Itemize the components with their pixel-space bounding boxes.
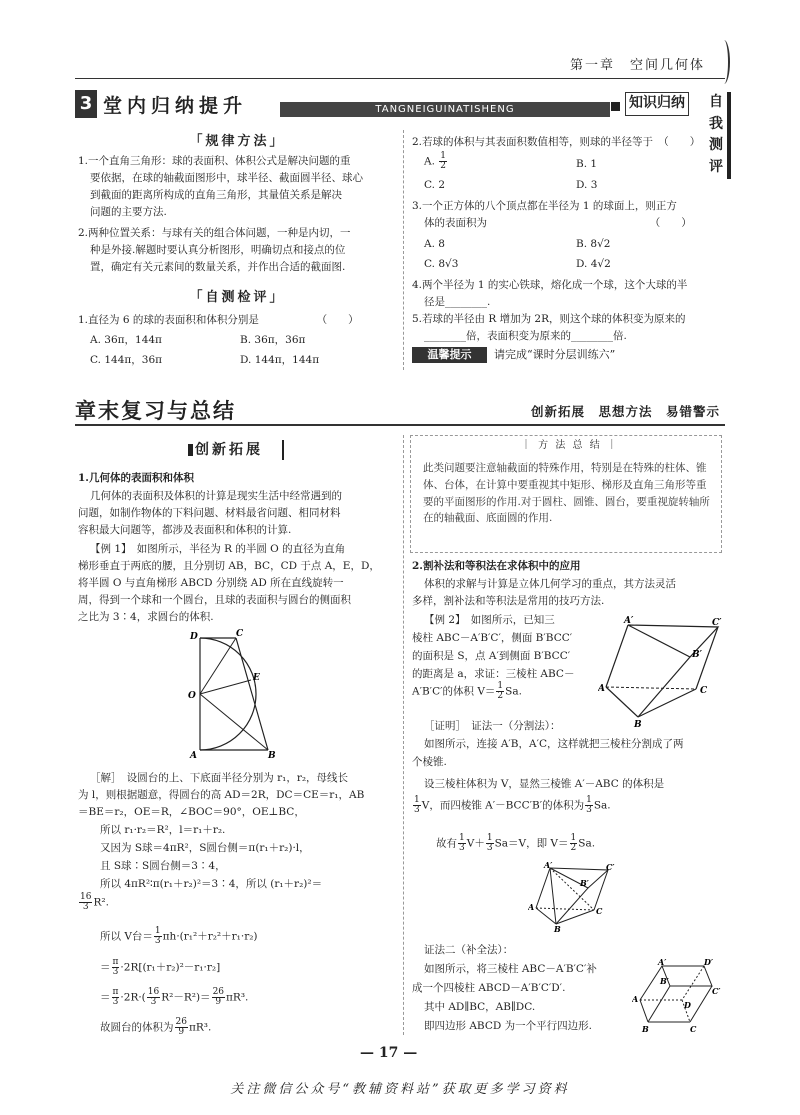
fig2-label-B1: B′ [692,650,702,660]
ex1-line2: 梯形垂直于两底的腰，且分别切 AB，BC，CD 于点 A，E，D， [78,560,380,572]
sol-line3: ＝BE＝r₂，OE＝R，∠BOC＝90°，OE⊥BC， [78,806,305,818]
title-rule [75,424,725,426]
frac-26-9-a [212,988,225,1007]
completed-top-face [662,966,712,986]
topic1-p-line3: 容积最大问题等，都涉及表面积和体积的计算. [78,524,292,536]
band-square-icon [611,102,620,111]
topic1-heading: 1.几何体的表面积和体积 [78,472,194,484]
figure-completed-prism [632,958,722,1036]
proof2-line3: 成一个四棱柱 ABCD－A′B′C′D′. [412,982,566,994]
band-number: 3 [75,90,97,118]
topic2-p-line2: 多样，割补法和等积法是常用的技巧方法. [412,595,605,607]
footer-note: 关注微信公众号“教辅资料站”获取更多学习资料 [230,1082,570,1097]
label-B: B [268,751,276,760]
rule2-line2: 种是外接.解题时要认真分析图形，明确切点和接点的位 [90,244,346,256]
label-D: D [190,632,198,642]
proof1-line2: 如图所示，连接 A′B，A′C，这样就把三棱柱分割成了两 [424,738,684,750]
column-divider-top [403,130,404,370]
method-summary-box [410,435,722,553]
segment-OB [200,694,268,750]
fig4-label-A: A [632,994,639,1004]
sol-line8-text: R². [93,896,109,909]
q3-opt-b: B. 8√2 [576,238,611,250]
frac-16-3 [79,893,92,912]
frac-1-2-p5-den: 2 [570,843,577,853]
split-edge-AA [536,868,550,908]
q2-frac-num: 1 [440,151,446,161]
q1-text: 1.直径为 6 的球的表面积和体积分别是 （ ） [78,314,359,326]
frac-1-2-ex2-num: 1 [497,681,504,691]
proof1-line5 [412,796,611,815]
q3-line2: 体的表面积为 （ ） [424,217,692,229]
sol-line2: 为 l，则根据题意，得圆台的高 AD＝2R，DC＝CE＝r₁，AB [78,789,365,801]
frac-pi-3-a [112,958,120,977]
q2-frac [439,152,447,171]
q3-opt-a: A. 8 [424,238,445,250]
frac-pi-3-b-den: 3 [112,997,119,1007]
band-pinyin: TANGNEIGUINATISHENG [280,102,610,117]
ex1-line3: 将半圆 O 与直角梯形 ABCD 分别绕 AD 所在直线旋转一 [78,577,344,589]
frac-16-3-b-num: 16 [147,987,160,997]
q3-opt-d: D. 4√2 [576,258,611,270]
frac-1-2-p5-num: 1 [570,833,577,843]
topic1-p-line2: 问题，如制作物体的下料问题、材料最省问题、相同材料 [78,507,341,519]
frac-16-3-b-den: 3 [150,997,157,1007]
proof1-line1: ［证明］ 证法一（分割法）： [424,720,561,732]
fig3-label-B: B [554,924,561,932]
sol-line11-a: ＝ [100,991,111,1004]
completed-edge-BB [648,986,670,1022]
split-edge-AB [536,908,556,924]
frac-1-2-ex2-den: 2 [497,691,504,701]
rule1-line4: 问题的主要方法. [90,206,167,218]
ex2-line5-a: A′B′C′的体积 V＝ [412,685,496,698]
ex2-line4: 的距离是 a，求证：三棱柱 ABC－ [412,668,575,680]
proof1-line6-b: V＋ [466,837,485,850]
sol-line8 [78,893,109,912]
fig3-label-C: C [596,906,603,916]
frac-pi-3-b-num: π [112,987,119,997]
q2-opt-d: D. 3 [576,179,598,191]
fig3-label-C1: C′ [606,862,615,872]
ex2-line5-b: Sa. [505,685,522,698]
split-edge-AC-hidden [536,908,594,910]
fig2-label-A1: A′ [624,616,634,626]
completed-edge-AB [640,1000,648,1022]
q2-opt-a-label: A. [424,155,435,168]
tag-selftest: 自我测评 [705,92,731,179]
innovation-bar-icon [282,440,284,460]
fig4-label-C: C [690,1024,697,1034]
split-top-face [550,868,608,888]
fig4-label-B1: B′ [660,976,669,986]
column-divider-main [403,435,404,1035]
fig3-label-B1: B′ [580,878,589,888]
sol-line9-a: 所以 V台＝ [100,930,153,943]
q1-opt-b: B. 36π，36π [240,334,306,346]
label-C: C [236,629,244,639]
ex2-line5 [412,682,522,701]
tag-knowledge: 知识归纳 [625,92,689,116]
rule1-line2: 要依据，在球的轴截面图形中，球半径、截面圆半径、球心 [90,172,363,184]
fig4-label-B: B [642,1024,649,1034]
sol-line9 [100,927,258,946]
sol-line11-d: πR³. [226,991,249,1004]
frac-pi-3-a-num: π [112,957,119,967]
rule1-line1: 1.一个直角三角形：球的表面积、体积公式是解决问题的重 [78,155,351,167]
edge-BC [638,689,696,717]
q1-opt-c: C. 144π，36π [90,354,163,366]
q4-line1: 4.两个半径为 1 的实心铁球，熔化成一个球，这个大球的半 [412,279,688,291]
ex1-line1: 【例 1】 如图所示，半径为 R 的半圆 O 的直径为直角 [90,543,346,555]
frac-26-9-b-den: 9 [178,1027,185,1037]
proof2-line2: 如图所示，将三棱柱 ABC－A′B′C′补 [424,963,597,975]
sol-line11-b: ·2R·( [120,991,146,1004]
proof1-line4: 设三棱柱体积为 V，显然三棱锥 A′－ABC 的体积是 [424,778,665,790]
frac-pi-3-a-den: 3 [112,967,119,977]
sol-line4: 所以 r₁·r₂＝R²，l＝r₁＋r₂. [100,824,226,836]
fig2-label-B: B [634,720,642,727]
edge-BB [638,657,690,717]
q5-line1: 5.若球的半径由 R 增加为 2R，则这个球的体积变为原来的 [412,313,686,325]
innovation-marker-icon [188,444,193,456]
frac-1-3-p1-num: 1 [414,795,420,805]
selftest-heading: 「自测检评」 [189,290,286,305]
figure-semicircle-trapezoid [180,628,290,760]
proof2-line5: 即四边形 ABCD 为一个平行四边形. [424,1020,592,1032]
frac-1-3-p2-num: 1 [586,795,592,805]
prism-top-face [628,625,718,657]
chapter-review-subtitles: 创新拓展 思想方法 易错警示 [530,404,720,419]
proof1-line6-c: Sa＝V，即 V＝ [494,837,569,850]
innovation-heading-text: 创新拓展 [195,442,263,458]
ex1-line4: 周，得到一个球和一个圆台，且球的表面积与圆台的侧面积 [78,594,351,606]
sol-line7: 所以 4πR²∶π(r₁＋r₂)²＝3∶4，所以 (r₁＋r₂)²＝ [100,878,323,890]
reminder-label: 温馨提示 [412,347,487,363]
completed-edge-CC [690,986,712,1022]
frac-1-2-p5 [570,834,578,853]
frac-1-3-p4-den: 3 [486,843,493,853]
rules-heading: 「规律方法」 [189,134,286,149]
frac-16-3-den: 3 [82,902,89,912]
method-summary-title: ｜ 方 法 总 结 ｜ [521,440,619,451]
completed-edge-DD [682,966,704,1000]
figure-prism [598,615,728,727]
proof1-line3: 个棱锥. [412,756,447,768]
sol-line6: 且 S球∶S圆台侧＝3∶4， [100,860,226,872]
frac-1-3-p2 [585,796,593,815]
page-number: — 17 — [360,1045,418,1061]
q2-opt-a [424,152,448,171]
sol-line11 [100,988,248,1007]
fig4-label-D: D [684,1000,691,1010]
q3-opt-c: C. 8√3 [424,258,459,270]
fig4-label-A1: A′ [658,958,667,967]
frac-1-3-p3-num: 1 [459,833,465,843]
frac-1-3-a-num: 1 [154,926,161,936]
edge-AB [606,687,638,717]
fig2-label-C1: C′ [712,618,722,628]
label-E: E [253,673,260,683]
label-O: O [188,691,196,701]
frac-16-3-b [147,988,160,1007]
proof1-line6 [436,834,595,853]
rule2-line3: 置，确定有关元素间的数量关系，并作出合适的截面图. [90,261,346,273]
topic1-p-line1: 几何体的表面积及体积的计算是现实生活中经常遇到的 [90,490,342,502]
frac-1-3-p3 [458,834,466,853]
proof2-line4: 其中 AD∥BC，AB∥DC. [424,1001,536,1013]
fig4-label-C1: C′ [712,986,721,996]
innovation-heading [195,440,263,462]
q2-opt-b: B. 1 [576,158,598,170]
topic2-heading: 2.割补法和等积法在求体积中的应用 [412,560,581,572]
proof1-line5-a: V，而四棱锥 A′－BCC′B′的体积为 [421,799,585,812]
reminder-bar [412,347,722,363]
rule1-line3: 到截面的距离所构成的直角三角形，其量值关系是解决 [90,189,342,201]
frac-1-3-a-den: 3 [154,936,161,946]
sol-line10 [100,958,220,977]
sol-line10-a: ＝ [100,961,111,974]
frac-26-9-b-num: 26 [175,1017,187,1027]
proof1-line6-a: 故有 [436,837,457,850]
q3-line1: 3.一个正方体的八个顶点都在半径为 1 的球面上，则正方 [412,200,677,212]
q1-opt-d: D. 144π，144π [240,354,320,366]
frac-1-3-p1-den: 3 [414,805,420,815]
frac-16-3-num: 16 [80,892,92,902]
ex1-line5: 之比为 3∶4，求圆台的体积. [78,611,214,623]
sol-line5: 又因为 S球＝4πR²，S圆台侧＝π(r₁＋r₂)·l， [100,842,310,854]
topic2-p-line1: 体积的求解与计算是立体几何学习的重点，其方法灵活 [424,578,676,590]
q4-line2: 径是________. [424,296,491,308]
frac-26-9-a-num: 26 [212,987,225,997]
frac-1-3-p4-num: 1 [486,833,493,843]
frac-1-3-p1 [413,796,421,815]
ex2-line3: 的面积是 S，点 A′到侧面 B′BCC′ [412,650,571,662]
frac-26-9-a-den: 9 [215,997,222,1007]
frac-pi-3-b [112,988,120,1007]
frac-1-3-p4 [486,834,494,853]
fig3-label-A: A [528,902,535,912]
frac-26-9-b [175,1018,188,1037]
fig2-label-C: C [700,686,708,696]
proof1-line5-b: Sa. [593,799,611,812]
sol-line11-c: R²－R²)＝ [161,991,211,1004]
ex2-line1: 【例 2】 如图所示，已知三 [424,614,555,626]
frac-1-2-ex2 [496,682,504,701]
band-title: 堂内归纳提升 [103,95,248,117]
sol-line9-b: πh·(r₁²＋r₂²＋r₁·r₂) [162,930,258,943]
q2-frac-den: 2 [440,161,446,171]
label-A: A [190,751,197,760]
frac-1-3-p3-den: 3 [459,843,465,853]
frac-1-3-a [154,927,162,946]
completed-edge-AA [640,966,662,1000]
rule2-line1: 2.两种位置关系：与球有关的组合体问题，一种是内切，一 [78,227,351,239]
proof2-line1: 证法二（补全法）： [424,944,514,956]
sol-line12-a: 故圆台的体积为 [100,1021,174,1034]
sol-line12-b: πR³. [188,1021,212,1034]
q5-line2: ________倍，表面积变为原来的________倍. [424,330,627,342]
frac-1-3-p2-den: 3 [586,805,592,815]
chapter-review-title: 章末复习与总结 [75,399,236,423]
reminder-text: 请完成“课时分层训练六” [494,348,616,361]
fig3-label-A1: A′ [544,862,553,870]
q2-opt-c: C. 2 [424,179,446,191]
chapter-header: 第一章 空间几何体 [569,58,705,73]
edge-AA [606,625,628,687]
ex2-line2: 棱柱 ABC－A′B′C′，侧面 B′BCC′ [412,632,573,644]
sol-line12 [100,1018,211,1037]
edge-AC-hidden [606,687,696,689]
fig2-label-A: A [598,684,605,694]
proof1-line6-d: Sa. [578,837,596,850]
method-summary-text: 此类问题要注意轴截面的特殊作用，特别是在特殊的柱体、锥体、台体，在计算中要重视其中矩形、梯形及直角三角形等重要的平面图形的作用.对于圆柱、圆锥、圆台，要重视旋转轴所在的轴截面、底面圆的作用. [423,462,710,525]
figure-split-prism [528,862,616,932]
sol-line1: ［解］ 设圆台的上、下底面半径分别为 r₁，r₂，母线长 [90,772,349,784]
fig4-label-D1: D′ [704,958,714,967]
header-rule [75,78,725,79]
q2-text: 2.若球的体积与其表面积数值相等，则球的半径等于 （ ） [412,136,701,148]
split-diag-AB [550,868,556,924]
sol-line10-b: ·2R[(r₁＋r₂)²－r₁·r₂] [120,961,221,974]
q1-opt-a: A. 36π，144π [90,334,162,346]
